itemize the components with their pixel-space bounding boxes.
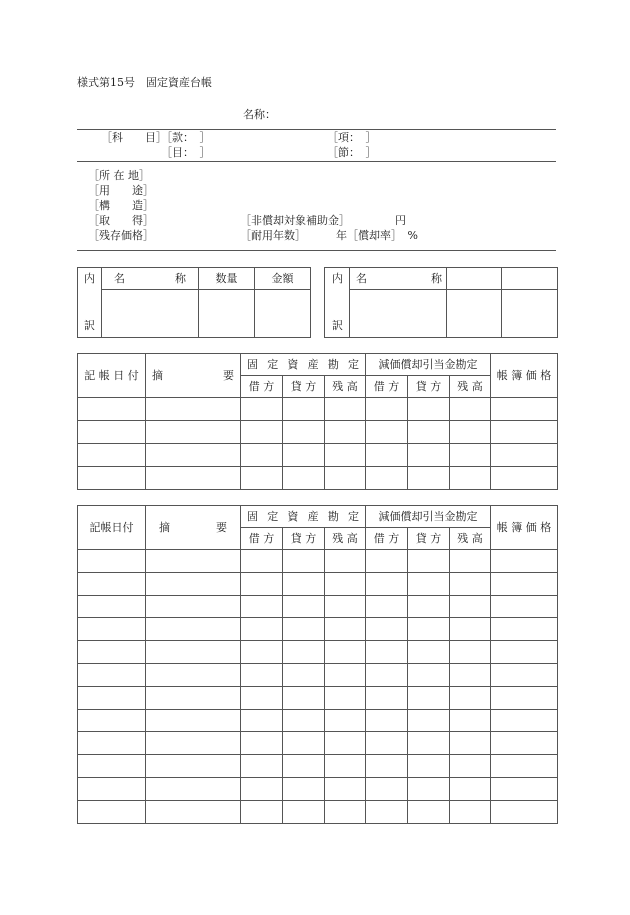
ledger-cell[interactable]	[450, 572, 491, 595]
ledger-cell[interactable]	[408, 800, 450, 823]
header-bottom-rule	[77, 161, 556, 162]
debit-header: 借 方	[241, 528, 283, 550]
ledger-cell[interactable]	[366, 398, 408, 421]
ledger-cell[interactable]	[491, 572, 558, 595]
uchi-label: 内	[332, 272, 343, 285]
ledger-cell[interactable]	[408, 398, 450, 421]
description-header: 摘 要	[146, 354, 241, 398]
info-bottom-rule	[77, 250, 556, 251]
ledger-cell[interactable]	[408, 444, 450, 467]
nen-rate-label: 年［償却率］ %	[336, 229, 418, 242]
zanson-label: ［残存価格］	[88, 229, 154, 242]
wake-label: 訳	[332, 319, 343, 332]
name-label: 名称：	[243, 108, 276, 121]
ledger-cell[interactable]	[78, 398, 146, 421]
ledger-cell[interactable]	[366, 732, 408, 755]
ledger-cell[interactable]	[408, 732, 450, 755]
ledger-row	[78, 755, 558, 778]
blank-header	[502, 268, 558, 290]
fixed-asset-header-char: 定	[267, 357, 279, 371]
ledger-cell[interactable]	[325, 444, 366, 467]
ledger-cell[interactable]	[78, 444, 146, 467]
ledger-row	[78, 398, 558, 421]
ledger-cell[interactable]	[78, 732, 146, 755]
ledger-cell[interactable]	[283, 755, 325, 778]
ledger-cell[interactable]	[146, 550, 241, 573]
ledger-cell[interactable]	[491, 663, 558, 686]
fixed-asset-header	[241, 354, 366, 376]
ledger-cell[interactable]	[146, 398, 241, 421]
ledger-row	[78, 618, 558, 641]
ledger-cell[interactable]	[491, 444, 558, 467]
ledger-cell[interactable]	[491, 800, 558, 823]
ledger-cell[interactable]	[408, 709, 450, 732]
uchiwake-cell	[78, 268, 102, 338]
ledger-cell[interactable]	[283, 572, 325, 595]
ledger-cell[interactable]	[450, 686, 491, 709]
ledger-cell[interactable]	[78, 641, 146, 664]
ledger-cell[interactable]	[283, 686, 325, 709]
fixed-asset-header-char: 資	[287, 509, 299, 523]
depreciation-header: 減価償却引当金勘定	[366, 354, 491, 376]
ledger-cell[interactable]	[325, 467, 366, 490]
debit-header: 借 方	[366, 376, 408, 398]
ledger-cell[interactable]	[491, 641, 558, 664]
ledger-cell[interactable]	[325, 421, 366, 444]
ledger-cell[interactable]	[78, 572, 146, 595]
ledger-cell[interactable]	[325, 618, 366, 641]
ledger-cell[interactable]	[146, 732, 241, 755]
ledger-row	[78, 663, 558, 686]
credit-header: 貸 方	[283, 528, 325, 550]
shutoku-label: ［取 得］	[88, 214, 154, 227]
ledger-cell[interactable]	[491, 732, 558, 755]
ledger-row	[78, 686, 558, 709]
ledger-cell[interactable]	[283, 618, 325, 641]
balance-header: 残 高	[325, 376, 366, 398]
ledger-cell[interactable]	[408, 663, 450, 686]
ledger-cell[interactable]	[408, 421, 450, 444]
ledger-cell[interactable]	[146, 572, 241, 595]
date-header: 記 帳 日 付	[78, 354, 146, 398]
ledger-table-1	[77, 353, 558, 490]
description-header: 摘 要	[146, 506, 241, 550]
ledger-cell[interactable]	[146, 709, 241, 732]
ledger-cell[interactable]	[241, 755, 283, 778]
kou-field: ［項： ］	[327, 131, 377, 144]
ledger-cell[interactable]	[408, 550, 450, 573]
ledger-cell[interactable]	[408, 686, 450, 709]
uchiwake-cell	[325, 268, 350, 338]
ledger-cell[interactable]	[325, 398, 366, 421]
kouzou-label: ［構 造］	[88, 199, 154, 212]
ledger-cell[interactable]	[78, 800, 146, 823]
book-value-header: 帳 簿 価 格	[491, 354, 558, 398]
ledger-cell[interactable]	[241, 709, 283, 732]
ledger-cell[interactable]	[283, 641, 325, 664]
taiyou-label: ［耐用年数］	[240, 229, 306, 242]
qty-cell[interactable]	[199, 290, 255, 338]
ledger-cell[interactable]	[78, 777, 146, 800]
fixed-asset-header-char: 産	[307, 357, 319, 371]
ledger-cell[interactable]	[366, 663, 408, 686]
ledger-cell[interactable]	[283, 398, 325, 421]
ledger-cell[interactable]	[450, 663, 491, 686]
ledger-cell[interactable]	[241, 572, 283, 595]
ledger-cell[interactable]	[408, 641, 450, 664]
ledger-cell[interactable]	[450, 641, 491, 664]
ledger-row	[78, 572, 558, 595]
ledger-cell[interactable]	[241, 800, 283, 823]
name-header: 名 称	[350, 268, 447, 290]
ledger-cell[interactable]	[491, 755, 558, 778]
ledger-cell[interactable]	[241, 641, 283, 664]
ledger-cell[interactable]	[78, 663, 146, 686]
ledger-cell[interactable]	[78, 421, 146, 444]
ledger-cell[interactable]	[283, 550, 325, 573]
fixed-asset-header-char: 勘	[327, 509, 339, 523]
ledger-cell[interactable]	[325, 777, 366, 800]
ledger-row	[78, 595, 558, 618]
ledger-cell[interactable]	[491, 595, 558, 618]
ledger-row	[78, 444, 558, 467]
ledger-cell[interactable]	[491, 686, 558, 709]
ledger-cell[interactable]	[366, 641, 408, 664]
ledger-cell[interactable]	[146, 686, 241, 709]
ledger-cell[interactable]	[78, 550, 146, 573]
ledger-cell[interactable]	[450, 800, 491, 823]
ledger-row	[78, 467, 558, 490]
balance-header: 残 高	[325, 528, 366, 550]
ledger-row	[78, 421, 558, 444]
ledger-cell[interactable]	[450, 709, 491, 732]
ledger-cell[interactable]	[450, 421, 491, 444]
credit-header: 貸 方	[408, 376, 450, 398]
wake-label: 訳	[84, 319, 95, 332]
amount-header: 金額	[255, 268, 311, 290]
ledger-row	[78, 641, 558, 664]
ledger-cell[interactable]	[78, 755, 146, 778]
ledger-cell[interactable]	[325, 550, 366, 573]
ledger-cell[interactable]	[366, 444, 408, 467]
name-cell[interactable]	[350, 290, 447, 338]
ledger-cell[interactable]	[366, 777, 408, 800]
fixed-asset-header-char: 資	[287, 357, 299, 371]
date-header: 記帳日付	[78, 506, 146, 550]
ledger-cell[interactable]	[146, 755, 241, 778]
uchi-label: 内	[84, 272, 95, 285]
ledger-cell[interactable]	[283, 777, 325, 800]
ledger-cell[interactable]	[491, 398, 558, 421]
ledger-cell[interactable]	[491, 421, 558, 444]
ledger-cell[interactable]	[366, 572, 408, 595]
fixed-asset-header-char: 定	[267, 509, 279, 523]
ledger-cell[interactable]	[491, 777, 558, 800]
header-top-rule	[77, 129, 556, 130]
ledger-cell[interactable]	[325, 663, 366, 686]
setsu-field: ［節： ］	[327, 146, 377, 159]
debit-header: 借 方	[366, 528, 408, 550]
ledger-cell[interactable]	[283, 421, 325, 444]
ledger-cell[interactable]	[241, 421, 283, 444]
ledger-cell[interactable]	[283, 663, 325, 686]
ledger-cell[interactable]	[283, 595, 325, 618]
fixed-asset-header-char: 定	[348, 357, 360, 371]
breakdown-table-left	[77, 267, 311, 338]
ledger-cell[interactable]	[491, 618, 558, 641]
ledger-cell[interactable]	[450, 618, 491, 641]
ledger-cell[interactable]	[325, 800, 366, 823]
ledger-cell[interactable]	[491, 550, 558, 573]
ledger-cell[interactable]	[450, 755, 491, 778]
ledger-cell[interactable]	[325, 572, 366, 595]
blank-header	[447, 268, 502, 290]
moku-field: ［目： ］	[161, 146, 211, 159]
form-title: 様式第15号 固定資産台帳	[77, 76, 212, 89]
ledger-cell[interactable]	[325, 709, 366, 732]
kamoku-label: ［科 目］	[101, 131, 167, 144]
credit-header: 貸 方	[408, 528, 450, 550]
ledger-cell[interactable]	[325, 732, 366, 755]
fixed-asset-header-char: 定	[348, 509, 360, 523]
ledger-cell[interactable]	[450, 467, 491, 490]
credit-header: 貸 方	[283, 376, 325, 398]
depreciation-header: 減価償却引当金勘定	[366, 506, 491, 528]
ledger-cell[interactable]	[146, 467, 241, 490]
ledger-cell[interactable]	[408, 755, 450, 778]
value-cell[interactable]	[502, 290, 558, 338]
ledger-row	[78, 777, 558, 800]
ledger-cell[interactable]	[78, 686, 146, 709]
ledger-cell[interactable]	[450, 444, 491, 467]
ledger-cell[interactable]	[78, 595, 146, 618]
ledger-cell[interactable]	[450, 777, 491, 800]
ledger-cell[interactable]	[241, 732, 283, 755]
fixed-asset-header-char: 勘	[327, 357, 339, 371]
ledger-cell[interactable]	[146, 777, 241, 800]
yen-unit: 円	[395, 214, 406, 227]
value-cell[interactable]	[447, 290, 502, 338]
ledger-cell[interactable]	[241, 663, 283, 686]
ledger-cell[interactable]	[146, 800, 241, 823]
ledger-cell[interactable]	[146, 641, 241, 664]
ledger-cell[interactable]	[241, 595, 283, 618]
ledger-cell[interactable]	[283, 709, 325, 732]
ledger-cell[interactable]	[146, 663, 241, 686]
ledger-cell[interactable]	[450, 398, 491, 421]
name-cell[interactable]	[102, 290, 199, 338]
ledger-cell[interactable]	[408, 572, 450, 595]
shozaichi-label: ［所 在 地］	[88, 169, 150, 182]
ledger-cell[interactable]	[241, 550, 283, 573]
ledger-row	[78, 550, 558, 573]
ledger-cell[interactable]	[366, 686, 408, 709]
ledger-cell[interactable]	[78, 618, 146, 641]
breakdown-table-right	[324, 267, 558, 338]
fixed-asset-header-char: 固	[247, 357, 258, 371]
ledger-row	[78, 732, 558, 755]
ledger-cell[interactable]	[325, 686, 366, 709]
ledger-cell[interactable]	[450, 732, 491, 755]
ledger-cell[interactable]	[491, 709, 558, 732]
fixed-asset-header	[241, 506, 366, 528]
ledger-cell[interactable]	[408, 467, 450, 490]
ledger-cell[interactable]	[366, 595, 408, 618]
ledger-cell[interactable]	[78, 467, 146, 490]
balance-header: 残 高	[450, 528, 491, 550]
hishokyaku-label: ［非償却対象補助金］	[240, 214, 350, 227]
ledger-cell[interactable]	[491, 467, 558, 490]
ledger-cell[interactable]	[366, 618, 408, 641]
ledger-cell[interactable]	[283, 800, 325, 823]
ledger-cell[interactable]	[146, 444, 241, 467]
balance-header: 残 高	[450, 376, 491, 398]
ledger-cell[interactable]	[283, 732, 325, 755]
ledger-cell[interactable]	[450, 595, 491, 618]
fixed-asset-header-char: 産	[307, 509, 319, 523]
ledger-row	[78, 800, 558, 823]
ledger-cell[interactable]	[366, 421, 408, 444]
ledger-cell[interactable]	[408, 777, 450, 800]
ledger-cell[interactable]	[241, 467, 283, 490]
ledger-cell[interactable]	[325, 641, 366, 664]
ledger-cell[interactable]	[146, 421, 241, 444]
ledger-cell[interactable]	[450, 550, 491, 573]
ledger-row	[78, 709, 558, 732]
book-value-header: 帳 簿 価 格	[491, 506, 558, 550]
debit-header: 借 方	[241, 376, 283, 398]
ledger-cell[interactable]	[325, 595, 366, 618]
ledger-cell[interactable]	[325, 755, 366, 778]
fixed-asset-header-char: 固	[247, 509, 258, 523]
ledger-cell[interactable]	[366, 755, 408, 778]
ledger-cell[interactable]	[366, 467, 408, 490]
ledger-cell[interactable]	[241, 686, 283, 709]
name-header: 名 称	[102, 268, 199, 290]
ledger-cell[interactable]	[241, 444, 283, 467]
amount-cell[interactable]	[255, 290, 311, 338]
youto-label: ［用 途］	[88, 184, 154, 197]
ledger-cell[interactable]	[366, 800, 408, 823]
ledger-cell[interactable]	[78, 709, 146, 732]
ledger-cell[interactable]	[408, 595, 450, 618]
ledger-cell[interactable]	[146, 618, 241, 641]
ledger-cell[interactable]	[241, 398, 283, 421]
ledger-cell[interactable]	[283, 467, 325, 490]
qty-header: 数量	[199, 268, 255, 290]
kan-field: ［款： ］	[161, 131, 211, 144]
ledger-cell[interactable]	[408, 618, 450, 641]
ledger-cell[interactable]	[366, 709, 408, 732]
ledger-cell[interactable]	[241, 777, 283, 800]
ledger-cell[interactable]	[283, 444, 325, 467]
ledger-cell[interactable]	[146, 595, 241, 618]
ledger-cell[interactable]	[366, 550, 408, 573]
ledger-table-2	[77, 505, 558, 824]
ledger-cell[interactable]	[241, 618, 283, 641]
